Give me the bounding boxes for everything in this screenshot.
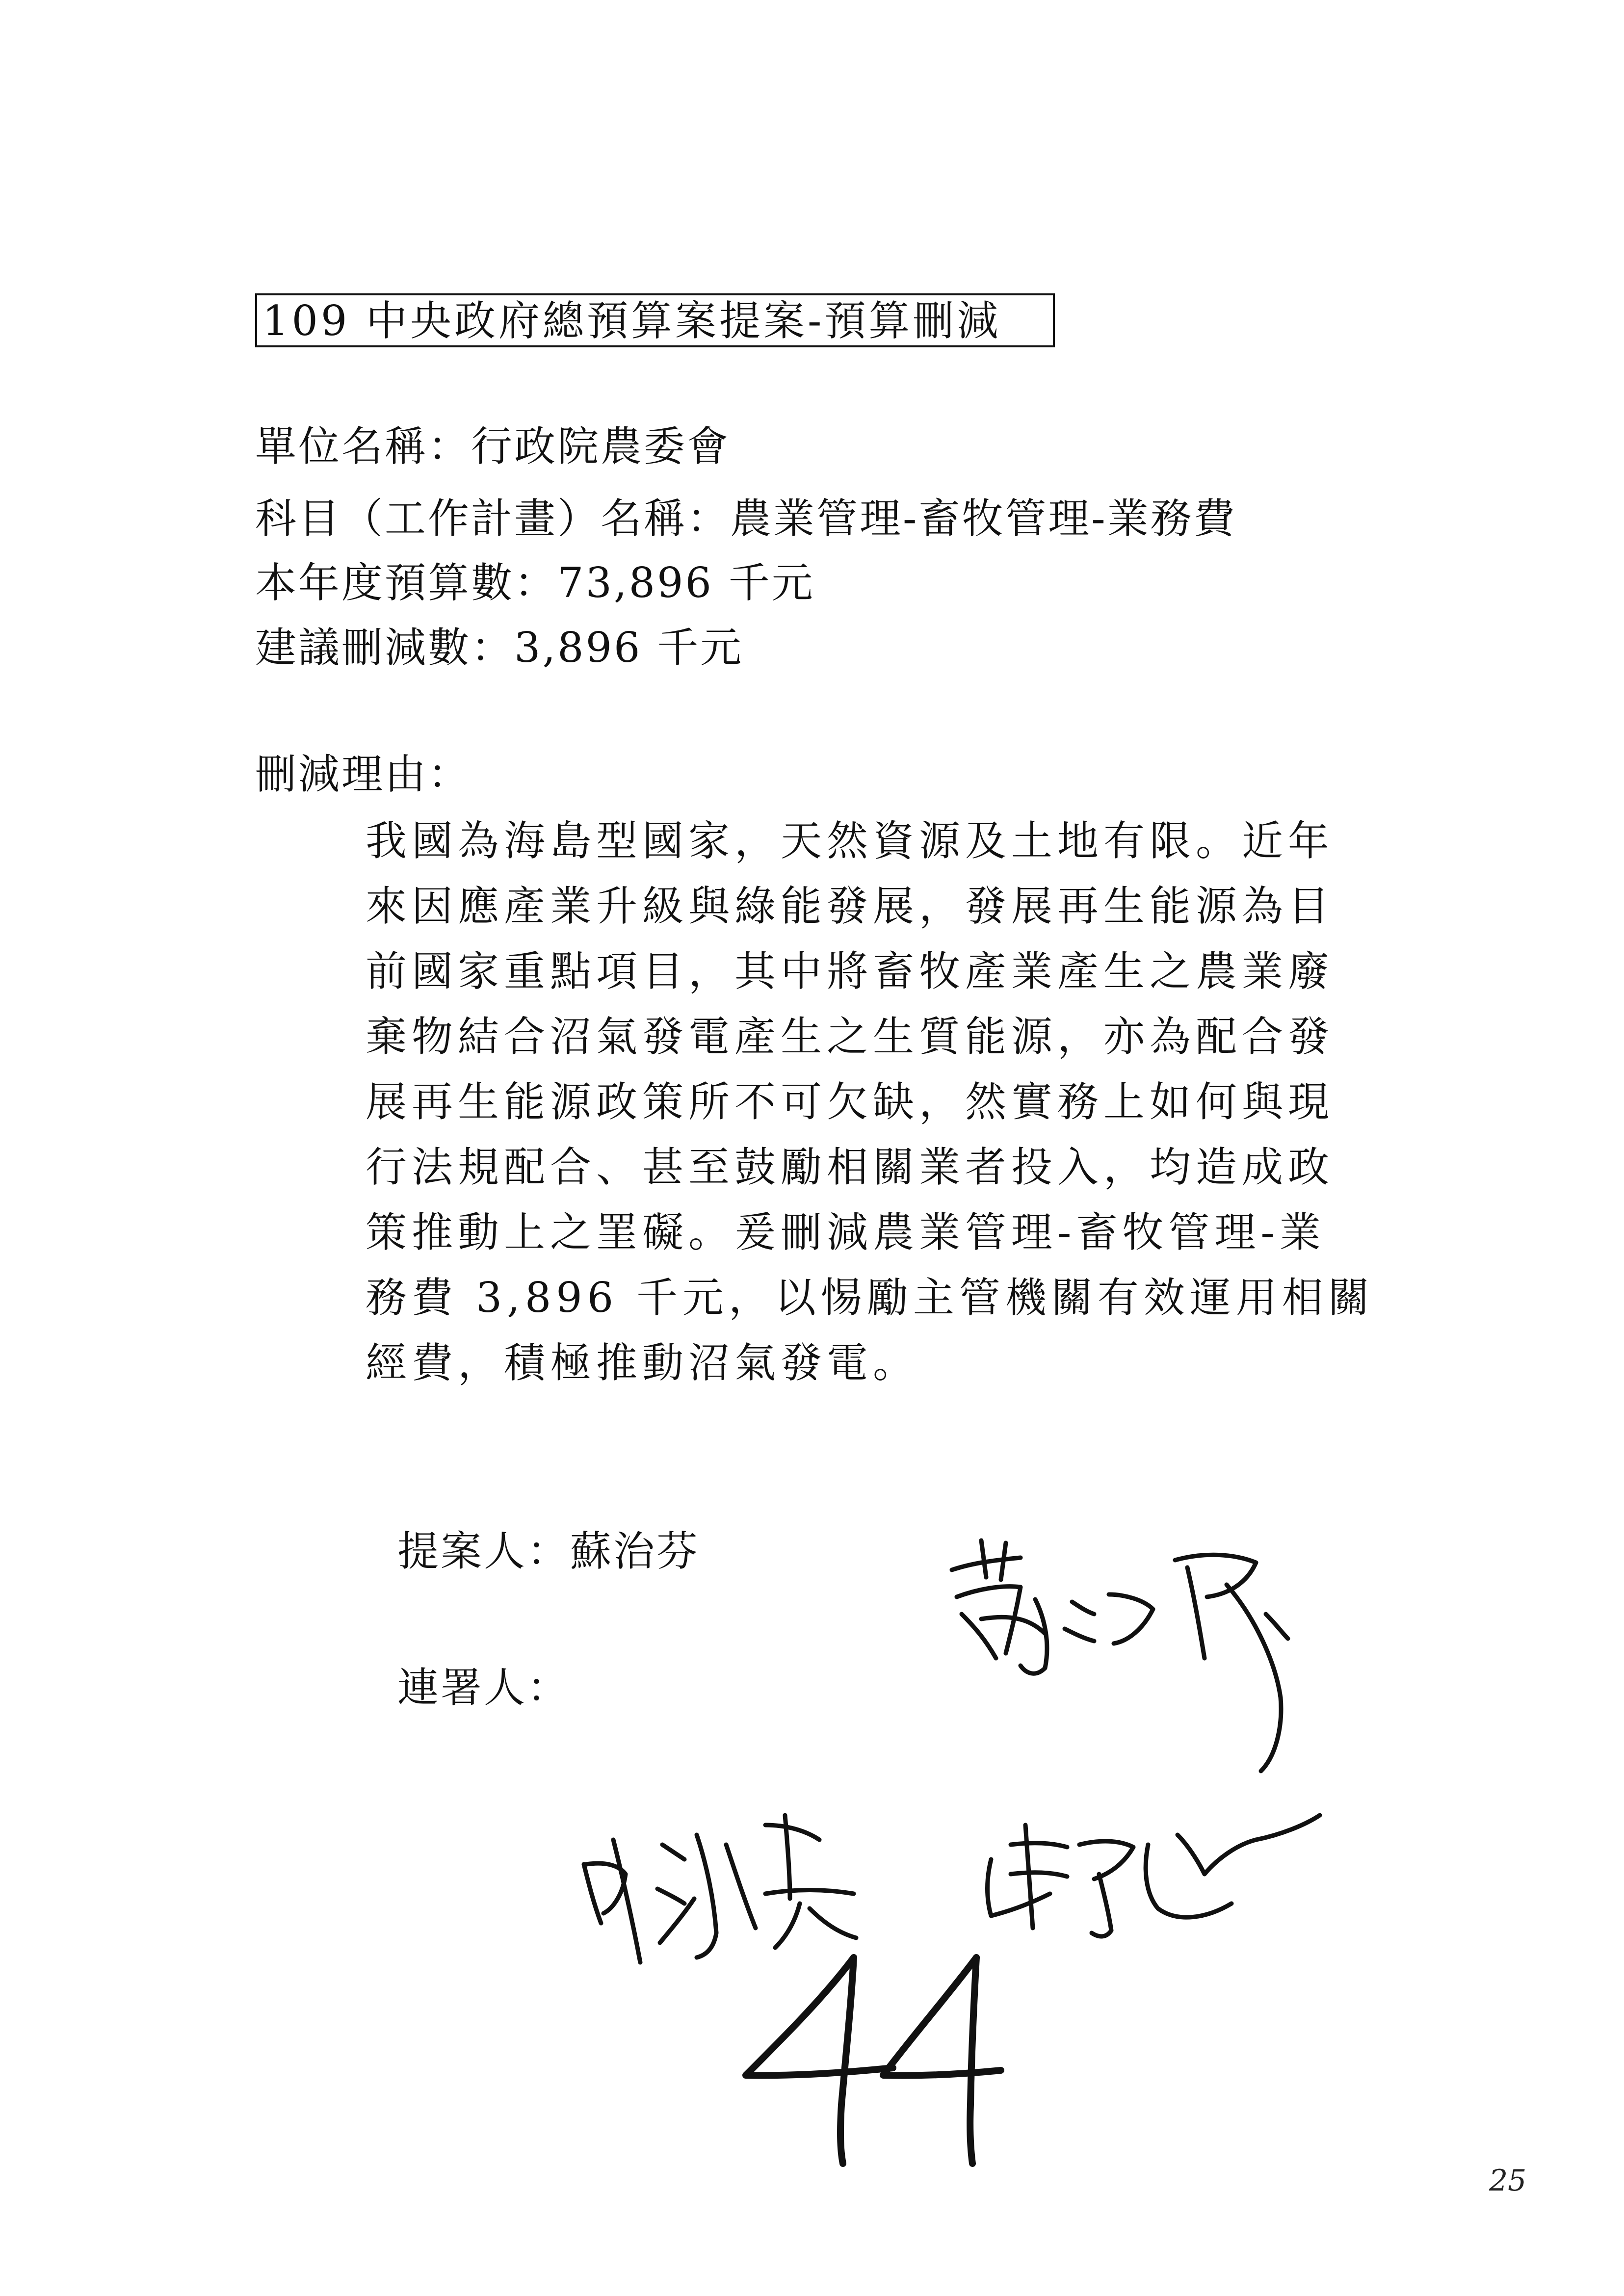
handwritten-number-44 <box>746 1957 1001 2164</box>
reason-line: 行法規配合、甚至鼓勵相關業者投入，均造成政 <box>366 1143 1335 1191</box>
document-title: 109 中央政府總預算案提案-預算刪減 <box>262 297 1001 345</box>
reason-line: 前國家重點項目，其中將畜牧產業產生之農業廢 <box>366 947 1335 995</box>
reason-line: 策推動上之罣礙。爰刪減農業管理-畜牧管理-業 <box>366 1208 1326 1256</box>
cosigners-label: 連署人： <box>397 1664 571 1712</box>
reason-line: 務費 3,896 千元，以惕勵主管機關有效運用相關 <box>366 1274 1374 1322</box>
reason-line: 我國為海島型國家，天然資源及土地有限。近年 <box>366 817 1335 865</box>
subject-field: 科目（工作計畫）名稱：農業管理-畜牧管理-業務費 <box>255 495 1237 543</box>
signature-cosigner-1 <box>584 1815 856 1962</box>
reason-line: 展再生能源政策所不可欠缺，然實務上如何與現 <box>366 1078 1335 1126</box>
page-number: 25 <box>1489 2164 1527 2198</box>
reason-heading: 刪減理由： <box>255 750 471 798</box>
reason-line: 棄物結合沼氣發電產生之生質能源，亦為配合發 <box>366 1013 1335 1061</box>
signature-proposer <box>952 1540 1288 1771</box>
budget-amount-field: 本年度預算數：73,896 千元 <box>255 559 815 607</box>
reason-line: 來因應產業升級與綠能發展，發展再生能源為目 <box>366 882 1335 930</box>
unit-name-field: 單位名稱：行政院農委會 <box>255 422 731 470</box>
cut-amount-field: 建議刪減數：3,896 千元 <box>255 624 744 672</box>
proposer-field: 提案人：蘇治芬 <box>397 1527 700 1575</box>
signature-cosigner-2 <box>988 1815 1320 1936</box>
reason-line: 經費，積極推動沼氣發電。 <box>366 1339 919 1387</box>
